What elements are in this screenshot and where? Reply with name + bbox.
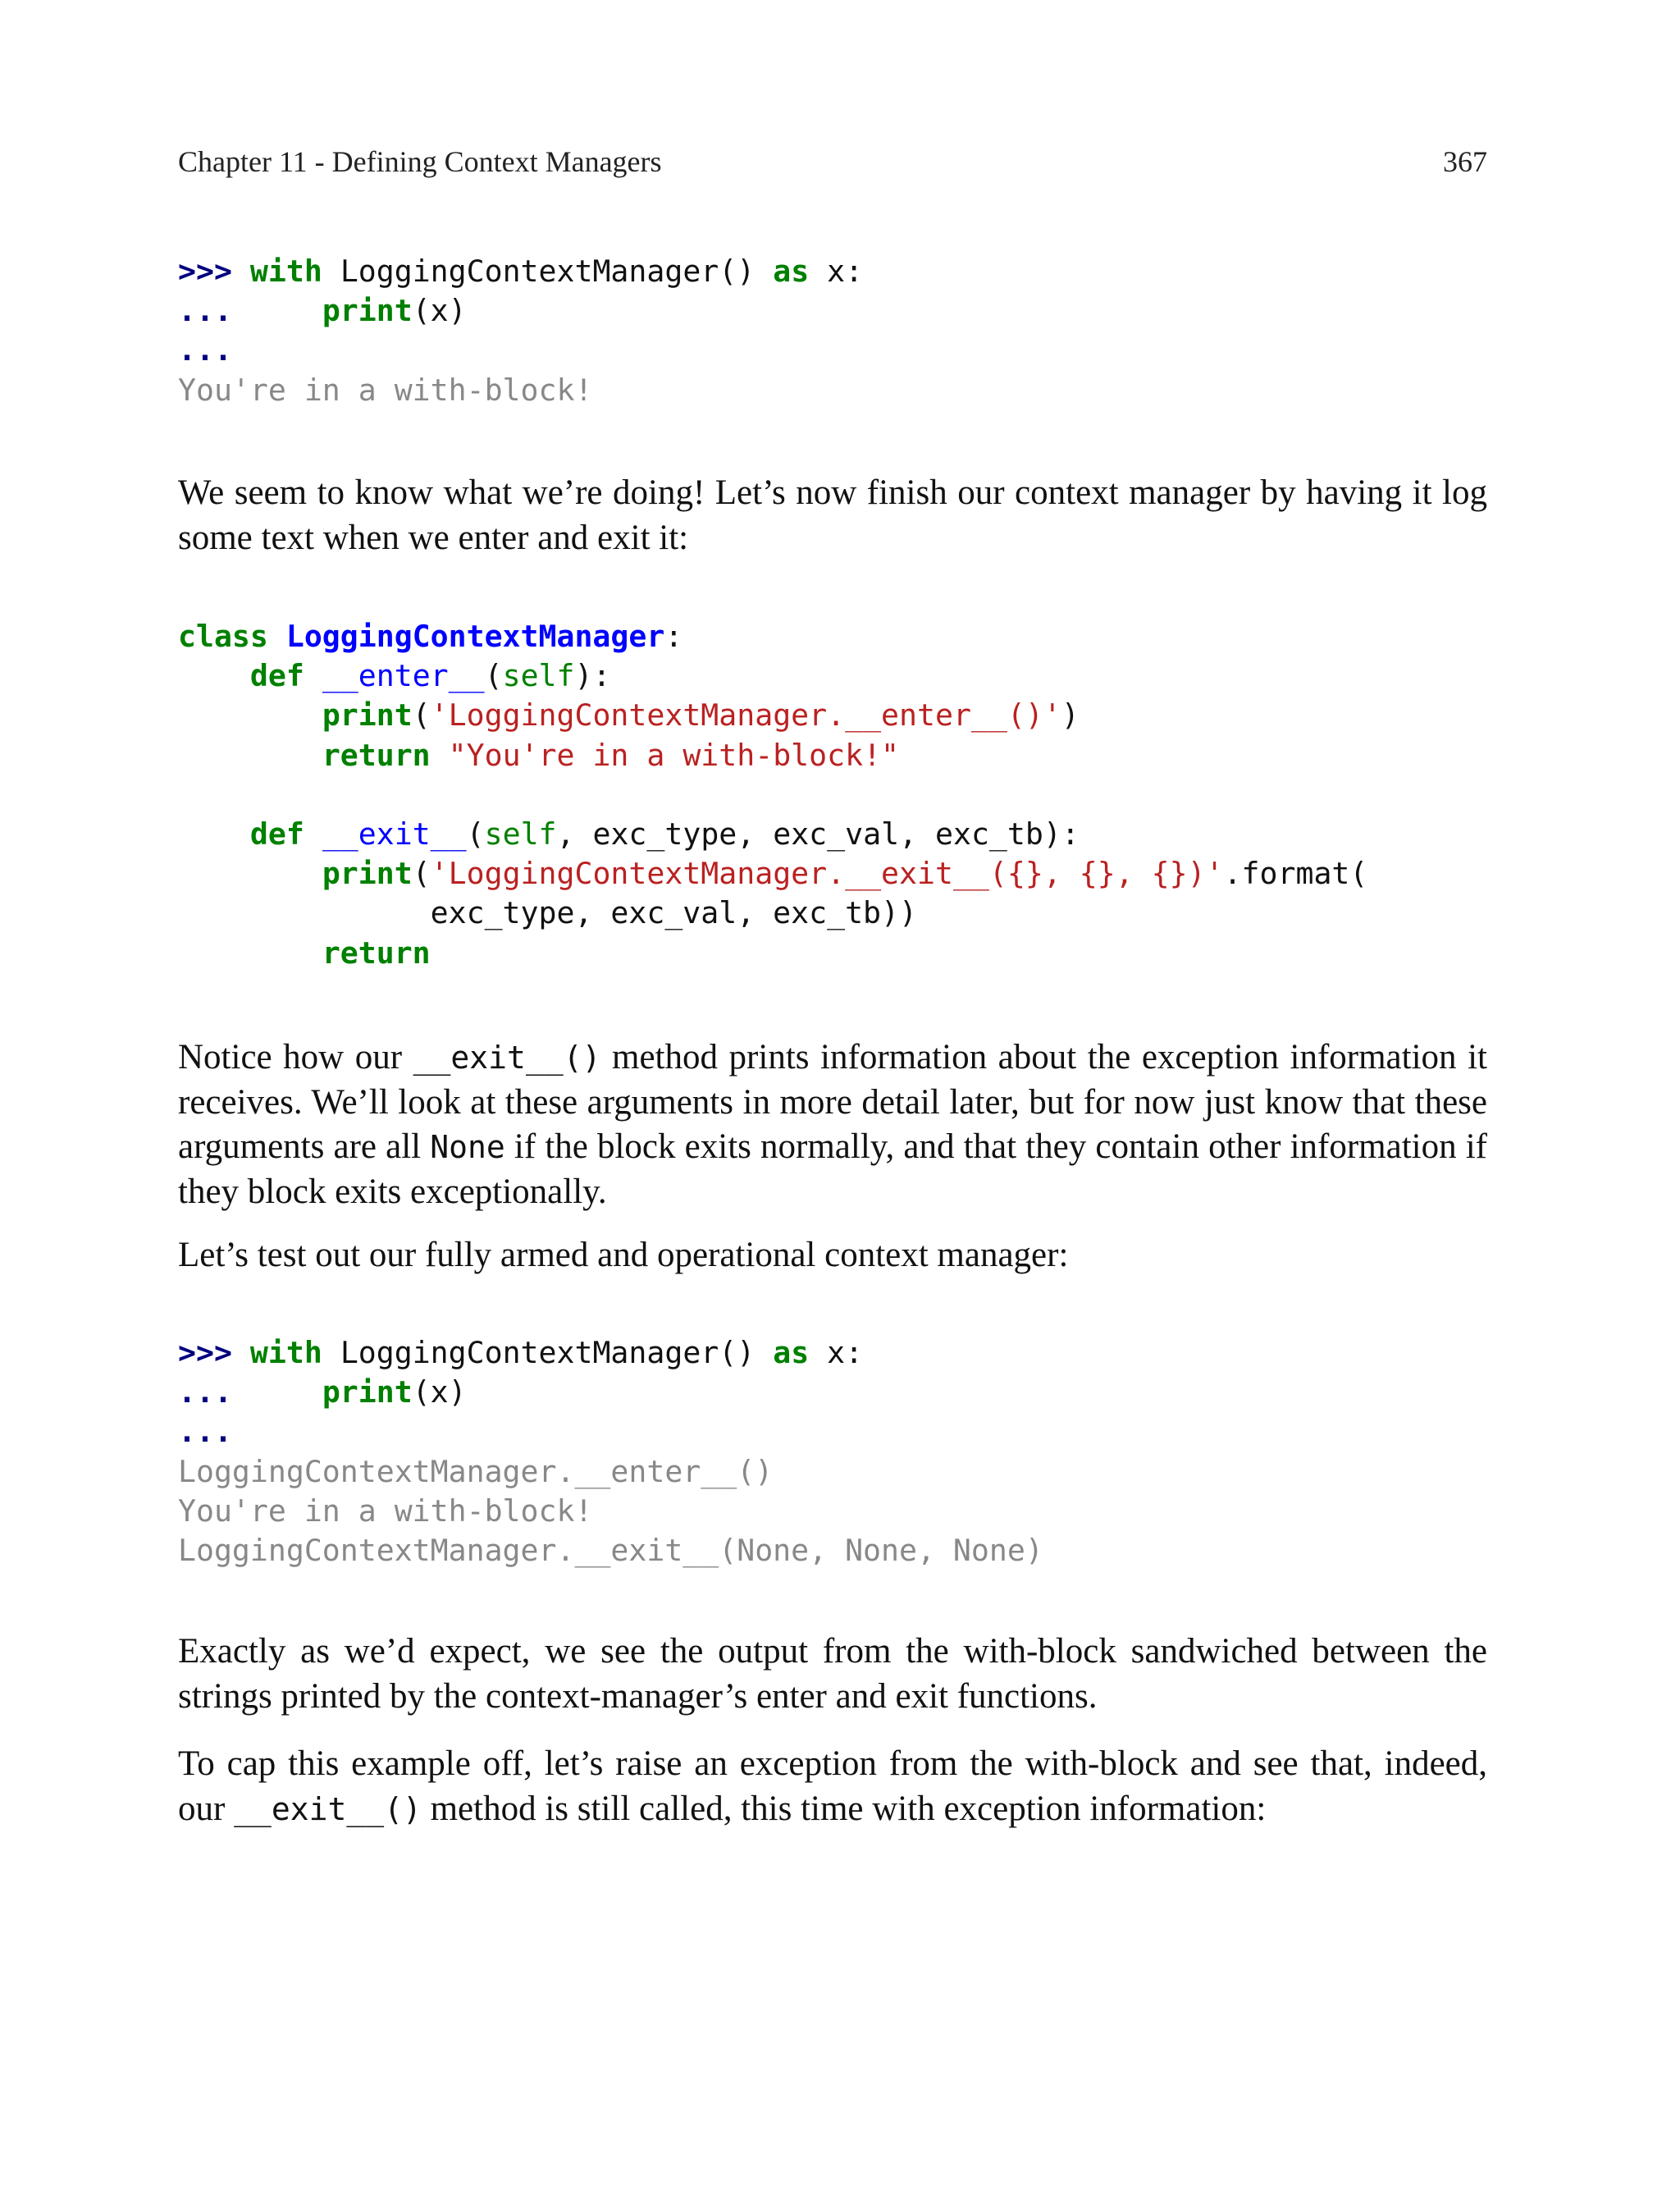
code-line: def __enter__(self):	[249, 658, 611, 694]
self-param: self	[484, 816, 557, 852]
page-header	[178, 144, 1487, 190]
keyword: return	[322, 935, 431, 971]
paragraph: We seem to know what we’re doing! Let’s now finish our context manager by having it log some text when we enter and exit it:	[178, 473, 1487, 557]
text: method prints information about the exception information it receives. We’ll look at these arguments in more detail later, but for now just know that these arguments are all	[178, 1038, 1487, 1166]
repl-prompt: ...	[178, 332, 232, 368]
repl-prompt: ...	[178, 1414, 232, 1450]
code-text: .format(	[1223, 856, 1368, 892]
chapter-title: Chapter 11 - Defining Context Managers	[178, 145, 662, 178]
code-line: def __exit__(self, exc_type, exc_val, exc_tb):	[249, 816, 1080, 852]
keyword: as	[773, 1335, 810, 1370]
keyword: print	[322, 697, 413, 734]
code-output-line: LoggingContextManager.__enter__()	[178, 1453, 774, 1489]
class-name: LoggingContextManager	[285, 619, 665, 654]
inline-code: __exit__()	[234, 1790, 422, 1827]
text: To cap this example off, let’s raise an exception from the with-block and see that, indeed, our	[178, 1744, 1487, 1828]
text: method is still called, this time with exception information:	[421, 1789, 1267, 1828]
code-line	[178, 1373, 1507, 1412]
code-text: LoggingContextManager()	[340, 1335, 756, 1370]
code-text: x:	[827, 1335, 864, 1370]
code-text: , exc_type, exc_val, exc_tb):	[556, 816, 1080, 852]
code-output-line: You're in a with-block!	[178, 1492, 593, 1529]
paragraph	[178, 1742, 1487, 1831]
paragraph: Let’s test out our fully armed and operational context manager:	[178, 1236, 1069, 1274]
code-line	[178, 252, 1507, 291]
keyword: def	[249, 816, 304, 852]
code-line	[178, 894, 1507, 933]
function-name: __enter__	[322, 658, 485, 694]
keyword: class	[178, 619, 268, 654]
text: if the block exits normally, and that they contain other information if they block exits exceptionally.	[178, 1127, 1488, 1211]
code-block-repl-2	[178, 1333, 1507, 1570]
keyword: as	[773, 254, 810, 289]
code-line: print('LoggingContextManager.__enter__()')	[322, 697, 1080, 734]
code-block-repl-1	[178, 252, 1507, 410]
code-line	[178, 1412, 1507, 1451]
code-line	[178, 617, 1507, 656]
keyword: print	[322, 1374, 413, 1410]
paragraph	[178, 1035, 1487, 1214]
inline-code: __exit__()	[413, 1040, 601, 1076]
repl-prompt: >>>	[178, 254, 232, 289]
code-text: exc_type, exc_val, exc_tb))	[430, 895, 917, 931]
code-line	[178, 934, 1507, 973]
code-line	[178, 1333, 1507, 1373]
keyword: def	[249, 658, 304, 694]
repl-prompt: ...	[178, 293, 232, 329]
page-number: 367	[1443, 145, 1487, 178]
string-literal: "You're in a with-block!"	[448, 737, 900, 773]
self-param: self	[502, 658, 575, 694]
code-output-line: LoggingContextManager.__exit__(None, None, None)	[178, 1532, 1043, 1568]
code-line	[178, 736, 1507, 775]
code-line: print('LoggingContextManager.__exit__({}, {}, {})'.format(	[322, 856, 1368, 892]
keyword: with	[249, 254, 322, 289]
string-literal: 'LoggingContextManager.__enter__()'	[430, 697, 1061, 734]
code-text: :	[664, 619, 683, 654]
code-line	[178, 331, 1507, 370]
paragraph: Exactly as we’d expect, we see the output from the with-block sandwiched between the strings printed by the context-manager’s enter and exit functions.	[178, 1632, 1487, 1716]
keyword: return	[322, 737, 431, 773]
code-text: LoggingContextManager()	[340, 254, 756, 289]
keyword: with	[249, 1335, 322, 1370]
code-line	[178, 775, 1507, 815]
code-text: (x)	[412, 293, 467, 329]
code-output-line: You're in a with-block!	[178, 372, 593, 408]
code-block-class-definition	[178, 617, 1507, 973]
text: Notice how our	[178, 1038, 413, 1077]
code-text: (x)	[412, 1374, 467, 1410]
repl-prompt: >>>	[178, 1335, 232, 1370]
keyword: print	[322, 856, 413, 892]
inline-code: None	[430, 1129, 505, 1165]
function-name: __exit__	[322, 816, 467, 852]
code-line	[178, 291, 1507, 331]
keyword: print	[322, 293, 413, 329]
repl-prompt: ...	[178, 1374, 232, 1410]
code-text: x:	[827, 254, 864, 289]
string-literal: 'LoggingContextManager.__exit__({}, {}, {})'	[430, 856, 1224, 892]
